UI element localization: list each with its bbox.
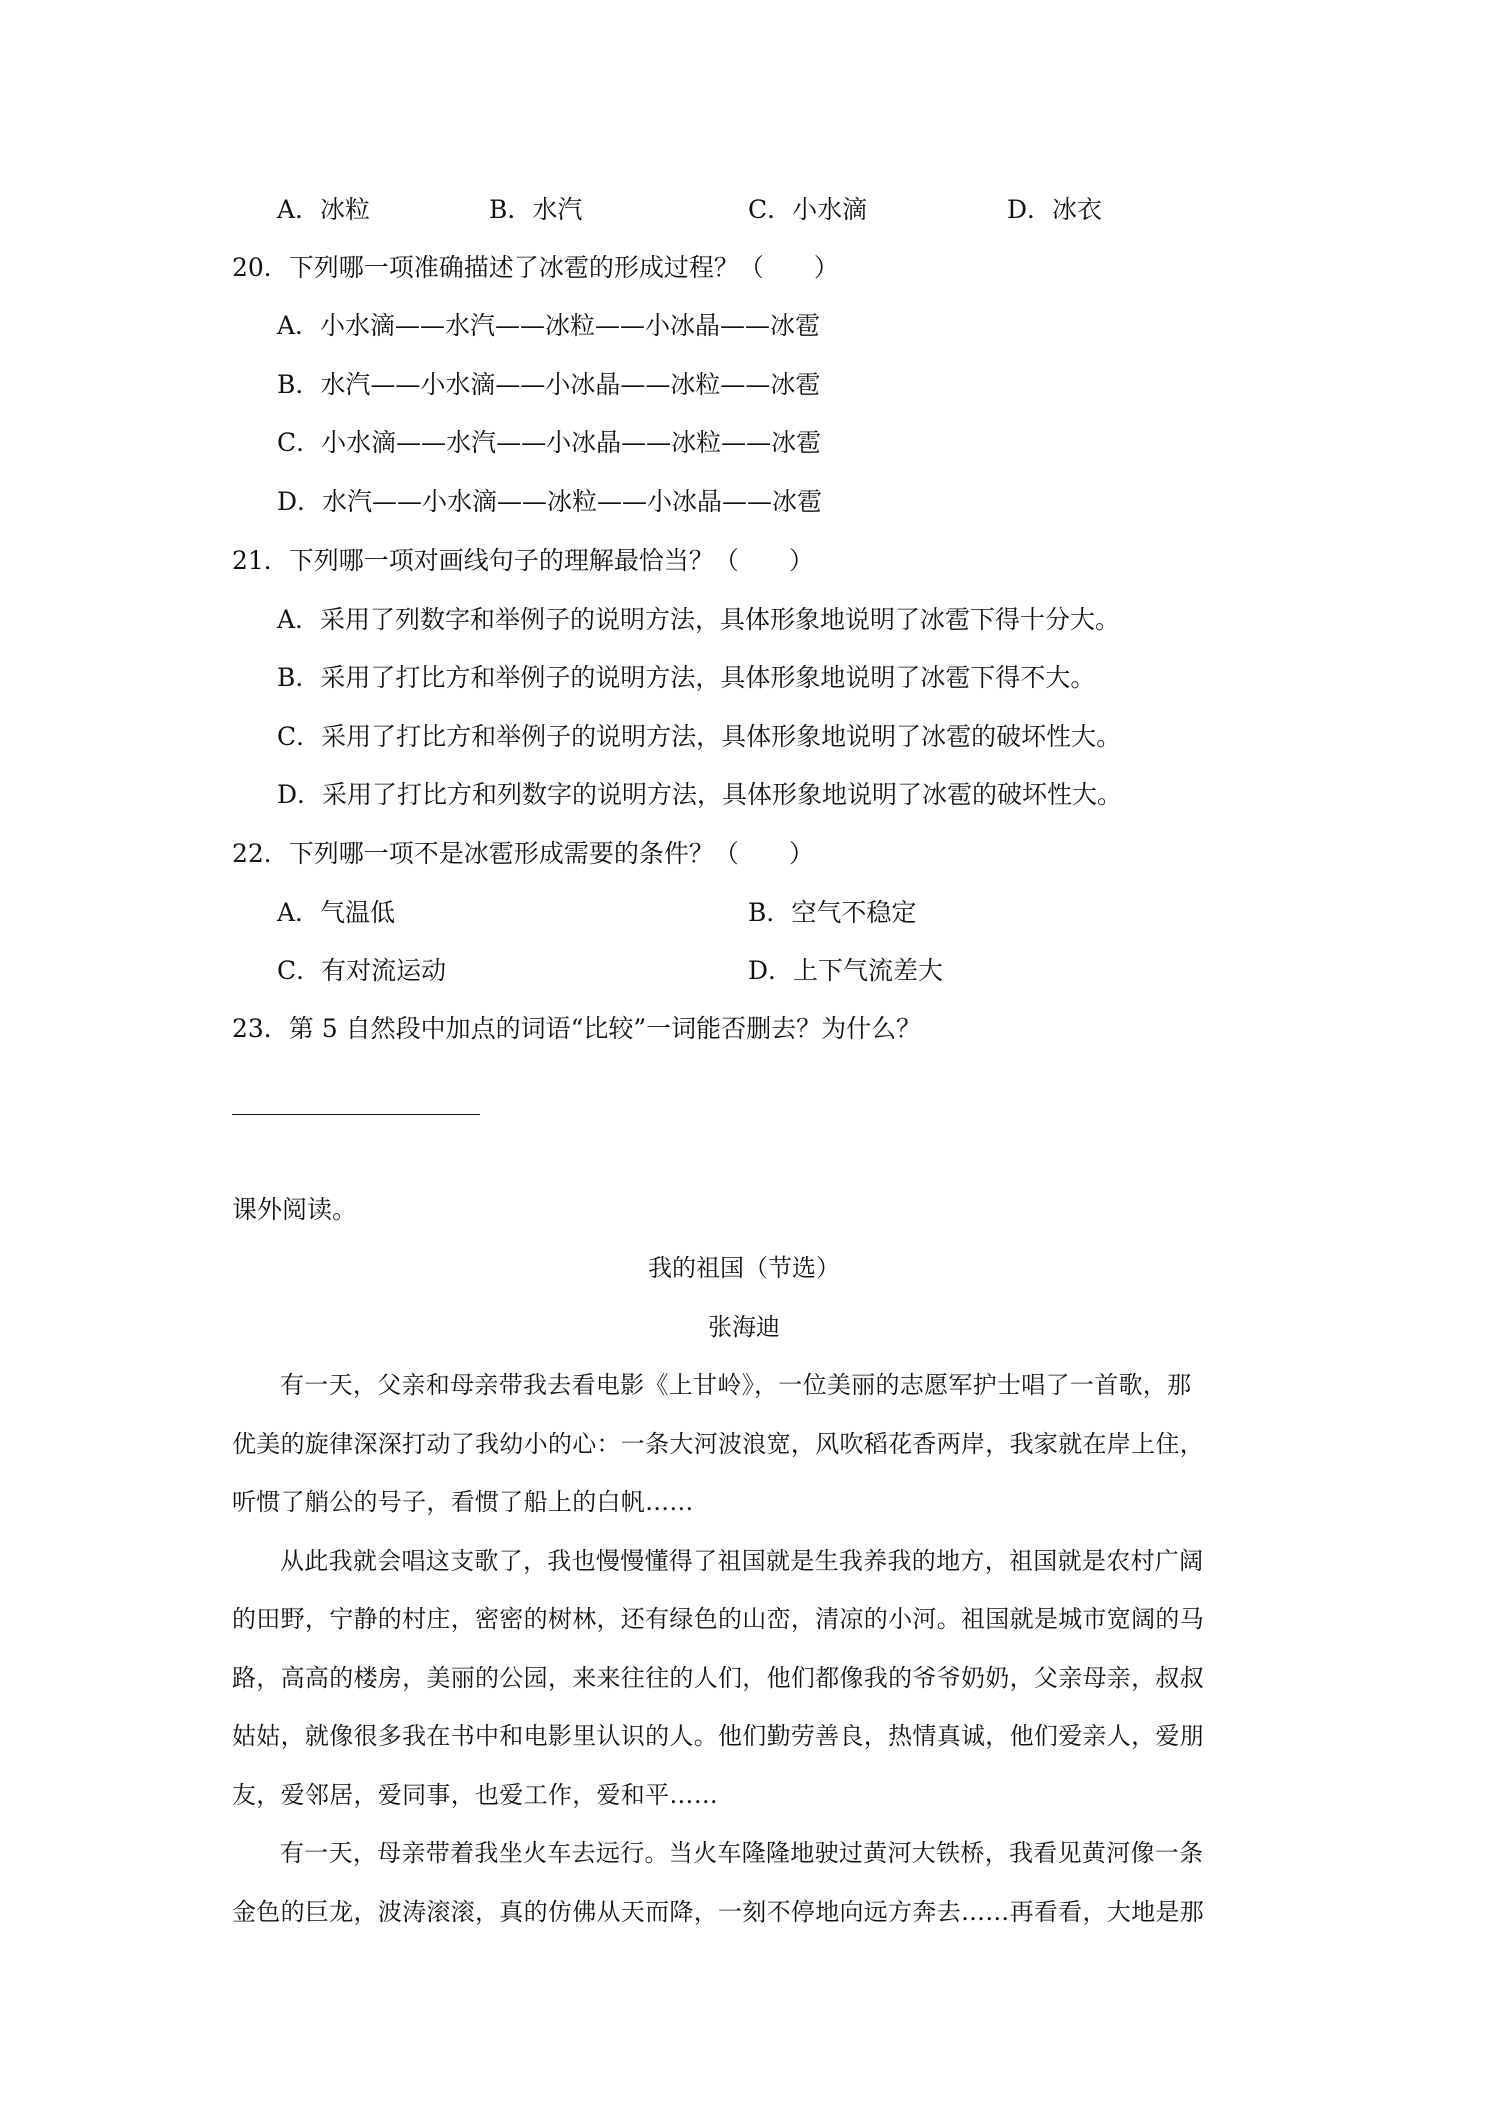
q22-option-c: C．有对流运动 (277, 956, 447, 985)
section-label: 课外阅读。 (232, 1195, 358, 1224)
q19-option-c: C．小水滴 (748, 195, 868, 224)
q23-stem: 23．第 5 自然段中加点的词语“比较”一词能否删去？为什么？ (232, 1014, 922, 1043)
article-line-5: 的田野，宁静的村庄，密密的树林，还有绿色的山峦，清凉的小河。祖国就是城市宽阔的马 (232, 1605, 1204, 1633)
q21-option-b: B．采用了打比方和举例子的说明方法，具体形象地说明了冰雹下得不大。 (277, 663, 1096, 692)
q20-option-b: B．水汽——小水滴——小冰晶——冰粒——冰雹 (277, 370, 821, 399)
q20-option-c: C．小水滴——水汽——小冰晶——冰粒——冰雹 (277, 428, 822, 457)
article-line-1: 有一天，父亲和母亲带我去看电影《上甘岭》，一位美丽的志愿军护士唱了一首歌，那 (280, 1371, 1192, 1399)
q23-answer-line (232, 1114, 480, 1115)
q20-option-d: D．水汽——小水滴——冰粒——小冰晶——冰雹 (277, 487, 823, 516)
article-line-4: 从此我就会唱这支歌了，我也慢慢懂得了祖国就是生我养我的地方，祖国就是农村广阔 (280, 1547, 1204, 1575)
q22-option-a: A．气温低 (277, 898, 396, 927)
q19-option-a: A．冰粒 (277, 195, 371, 224)
q19-option-d: D．冰衣 (1007, 195, 1103, 224)
article-line-3: 听惯了艄公的号子，看惯了船上的白帆…… (232, 1488, 694, 1516)
article-title: 我的祖国（节选） (648, 1254, 840, 1282)
q19-option-b: B．水汽 (489, 195, 583, 224)
q22-option-d: D．上下气流差大 (748, 956, 944, 985)
article-line-2: 优美的旋律深深打动了我幼小的心：一条大河波浪宽，风吹稻花香两岸，我家就在岸上住， (232, 1430, 1204, 1458)
article-line-10: 金色的巨龙，波涛滚滚，真的仿佛从天而降，一刻不停地向远方奔去……再看看，大地是那 (232, 1898, 1204, 1926)
q20-option-a: A．小水滴——水汽——冰粒——小冰晶——冰雹 (277, 311, 821, 340)
q22-stem: 22．下列哪一项不是冰雹形成需要的条件？（ ） (232, 839, 814, 868)
q22-option-b: B．空气不稳定 (748, 898, 917, 927)
q21-option-a: A．采用了列数字和举例子的说明方法，具体形象地说明了冰雹下得十分大。 (277, 605, 1121, 634)
q21-option-c: C．采用了打比方和举例子的说明方法，具体形象地说明了冰雹的破坏性大。 (277, 722, 1122, 751)
article-line-9: 有一天，母亲带着我坐火车去远行。当火车隆隆地驶过黄河大铁桥，我看见黄河像一条 (280, 1839, 1204, 1867)
article-line-6: 路，高高的楼房，美丽的公园，来来往往的人们，他们都像我的爷爷奶奶，父亲母亲，叔叔 (232, 1664, 1204, 1692)
article-line-8: 友，爱邻居，爱同事，也爱工作，爱和平…… (232, 1781, 718, 1809)
q21-stem: 21．下列哪一项对画线句子的理解最恰当？（ ） (232, 546, 814, 575)
q21-option-d: D．采用了打比方和列数字的说明方法，具体形象地说明了冰雹的破坏性大。 (277, 780, 1123, 809)
article-line-7: 姑姑，就像很多我在书中和电影里认识的人。他们勤劳善良，热情真诚，他们爱亲人，爱朋 (232, 1722, 1204, 1750)
q20-stem: 20．下列哪一项准确描述了冰雹的形成过程？（ ） (232, 253, 839, 282)
article-author: 张海迪 (708, 1313, 780, 1341)
